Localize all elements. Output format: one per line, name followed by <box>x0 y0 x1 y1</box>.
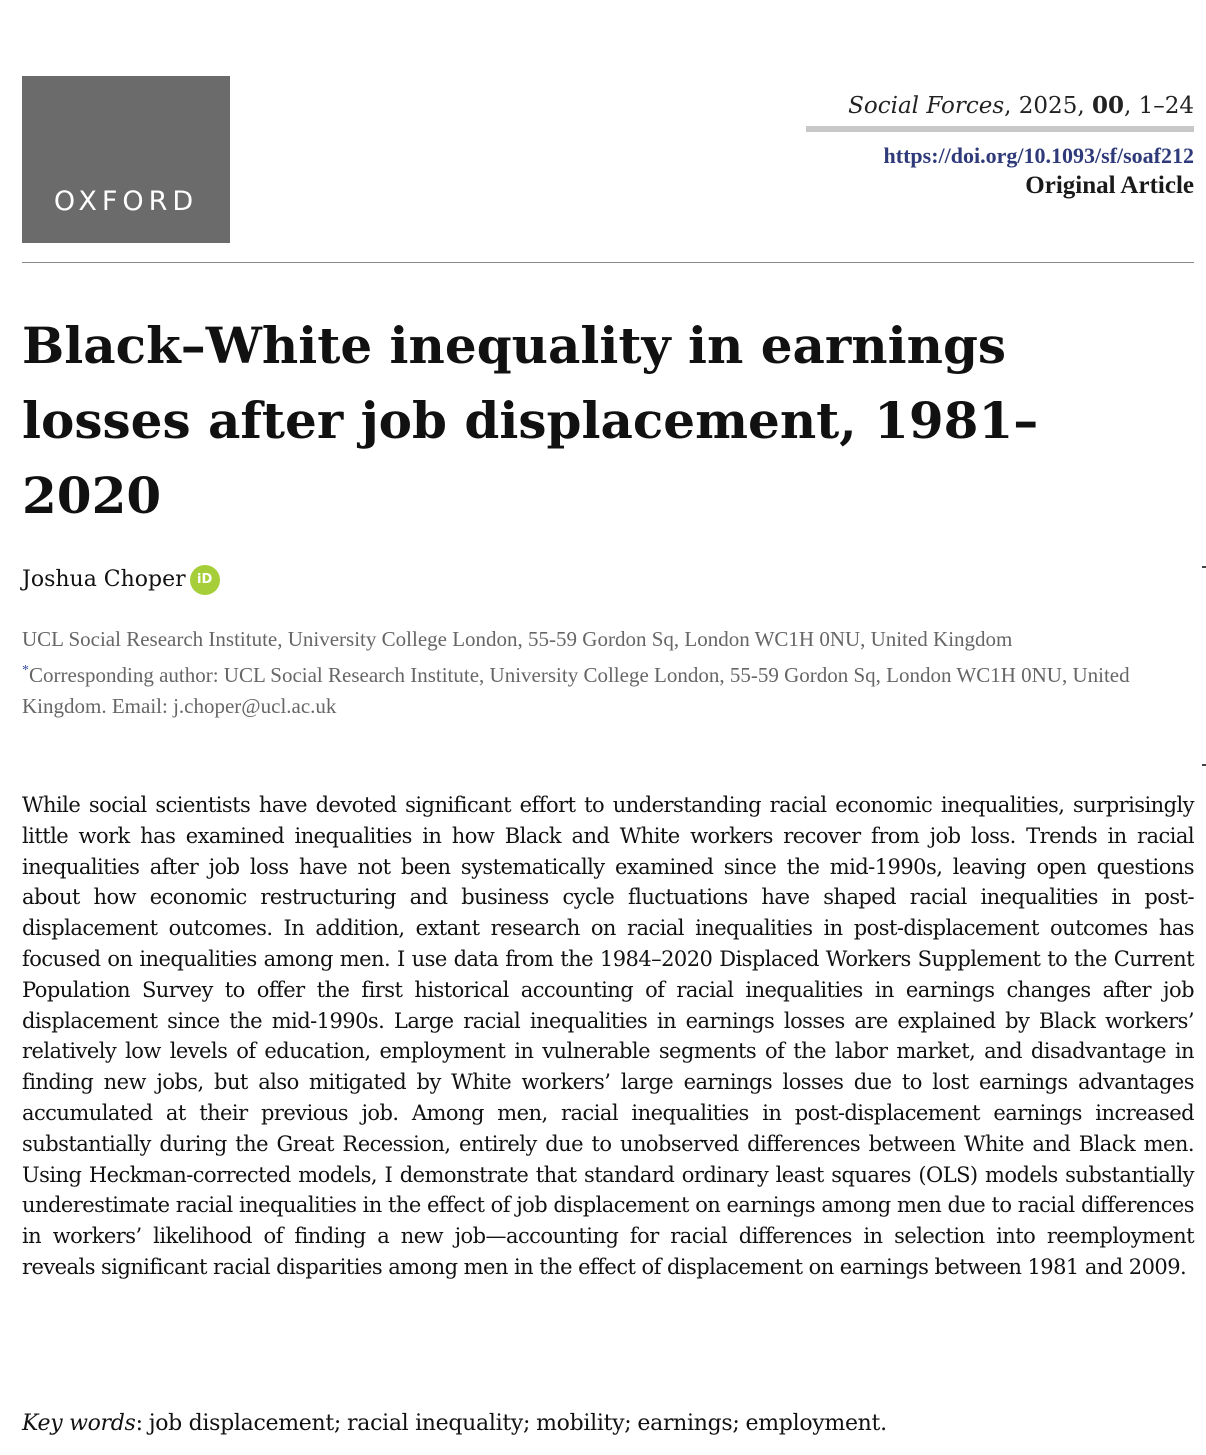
keyword: job displacement; <box>148 1411 342 1436</box>
oxford-logo-text: OXFORD <box>53 186 199 217</box>
page-edge-mark <box>1202 764 1206 766</box>
citation-year: , 2025, <box>1004 93 1092 119</box>
citation-volume: 00 <box>1091 92 1124 119</box>
article-title: Black–White inequality in earnings losses after job displacement, 1981–2020 <box>22 316 1039 525</box>
affiliation: UCL Social Research Institute, University College London, 55-59 Gordon Sq, London WC1H 0NU, United Kingdom <box>22 627 1013 651</box>
keyword: racial inequality; <box>347 1411 531 1436</box>
keyword: earnings; <box>637 1411 740 1436</box>
citation-block <box>794 90 1194 202</box>
doi-link[interactable]: https://doi.org/10.1093/sf/soaf212 <box>883 143 1194 168</box>
journal-name: Social Forces <box>848 93 1005 119</box>
keywords-label: Key words <box>22 1411 136 1436</box>
keywords-line: Key words: job displacement; racial inequality; mobility; earnings; employment. <box>22 1411 887 1436</box>
oxford-logo <box>22 76 230 243</box>
orcid-icon[interactable]: iD <box>190 565 220 595</box>
article-type: Original Article <box>1025 172 1194 199</box>
citation-line <box>794 90 1194 122</box>
corresponding-author <box>22 655 1198 722</box>
corresponding-marker: * <box>22 663 29 678</box>
author-line <box>22 562 220 598</box>
header-divider <box>22 262 1194 263</box>
affiliations <box>22 624 1198 722</box>
keyword: employment. <box>745 1411 887 1436</box>
abstract: While social scientists have devoted significant effort to understanding racial economic inequalities, surprisingly little work has examined inequalities in how Black and White workers recover from job loss. Trends in racial inequalities after job loss have not been systematically examined since the mid-1990s, leaving open questions about how economic restructuring and business cycle fluctuations have shaped racial inequalities in post-displacement outcomes. In addition, extant research on racial inequalities in post-displacement outcomes has focused on inequalities among men. I use data from the 1984–2020 Displaced Workers Supplement to the Current Population Survey to offer the first historical accounting of racial inequalities in earnings changes after job displacement since the mid-1990s. Large racial inequalities in earnings losses are explained by Black workers’ relatively low levels of education, employment in vulnerable segments of the labor market, and disadvantage in finding new jobs, but also mitigated by White workers’ large earnings losses due to lost earnings advantages accumulated at their previous job. Among men, racial inequalities in post-displacement earnings increased substantially during the Great Recession, entirely due to unobserved differences between White and Black men. Using Heckman-corrected models, I demonstrate that standard ordinary least squares (OLS) models substantially underestimate racial inequalities in the effect of job displacement on earnings among men due to racial differences in workers’ likelihood of finding a new job—accounting for racial differences in selection into reemployment reveals significant racial disparities among men in the effect of displacement on earnings between 1981 and 2009. <box>22 793 1194 1279</box>
citation-divider <box>806 126 1194 132</box>
keyword: mobility; <box>536 1411 632 1436</box>
author-name[interactable]: Joshua Choper <box>22 567 186 592</box>
page-edge-mark <box>1202 566 1206 568</box>
citation-pages: , 1–24 <box>1123 93 1194 119</box>
corresponding-text: Corresponding author: UCL Social Research Institute, University College London, 55-59 Gordon Sq, London WC1H 0NU, United Kingdom. Email: j.choper@ucl.ac.uk <box>22 663 1130 718</box>
